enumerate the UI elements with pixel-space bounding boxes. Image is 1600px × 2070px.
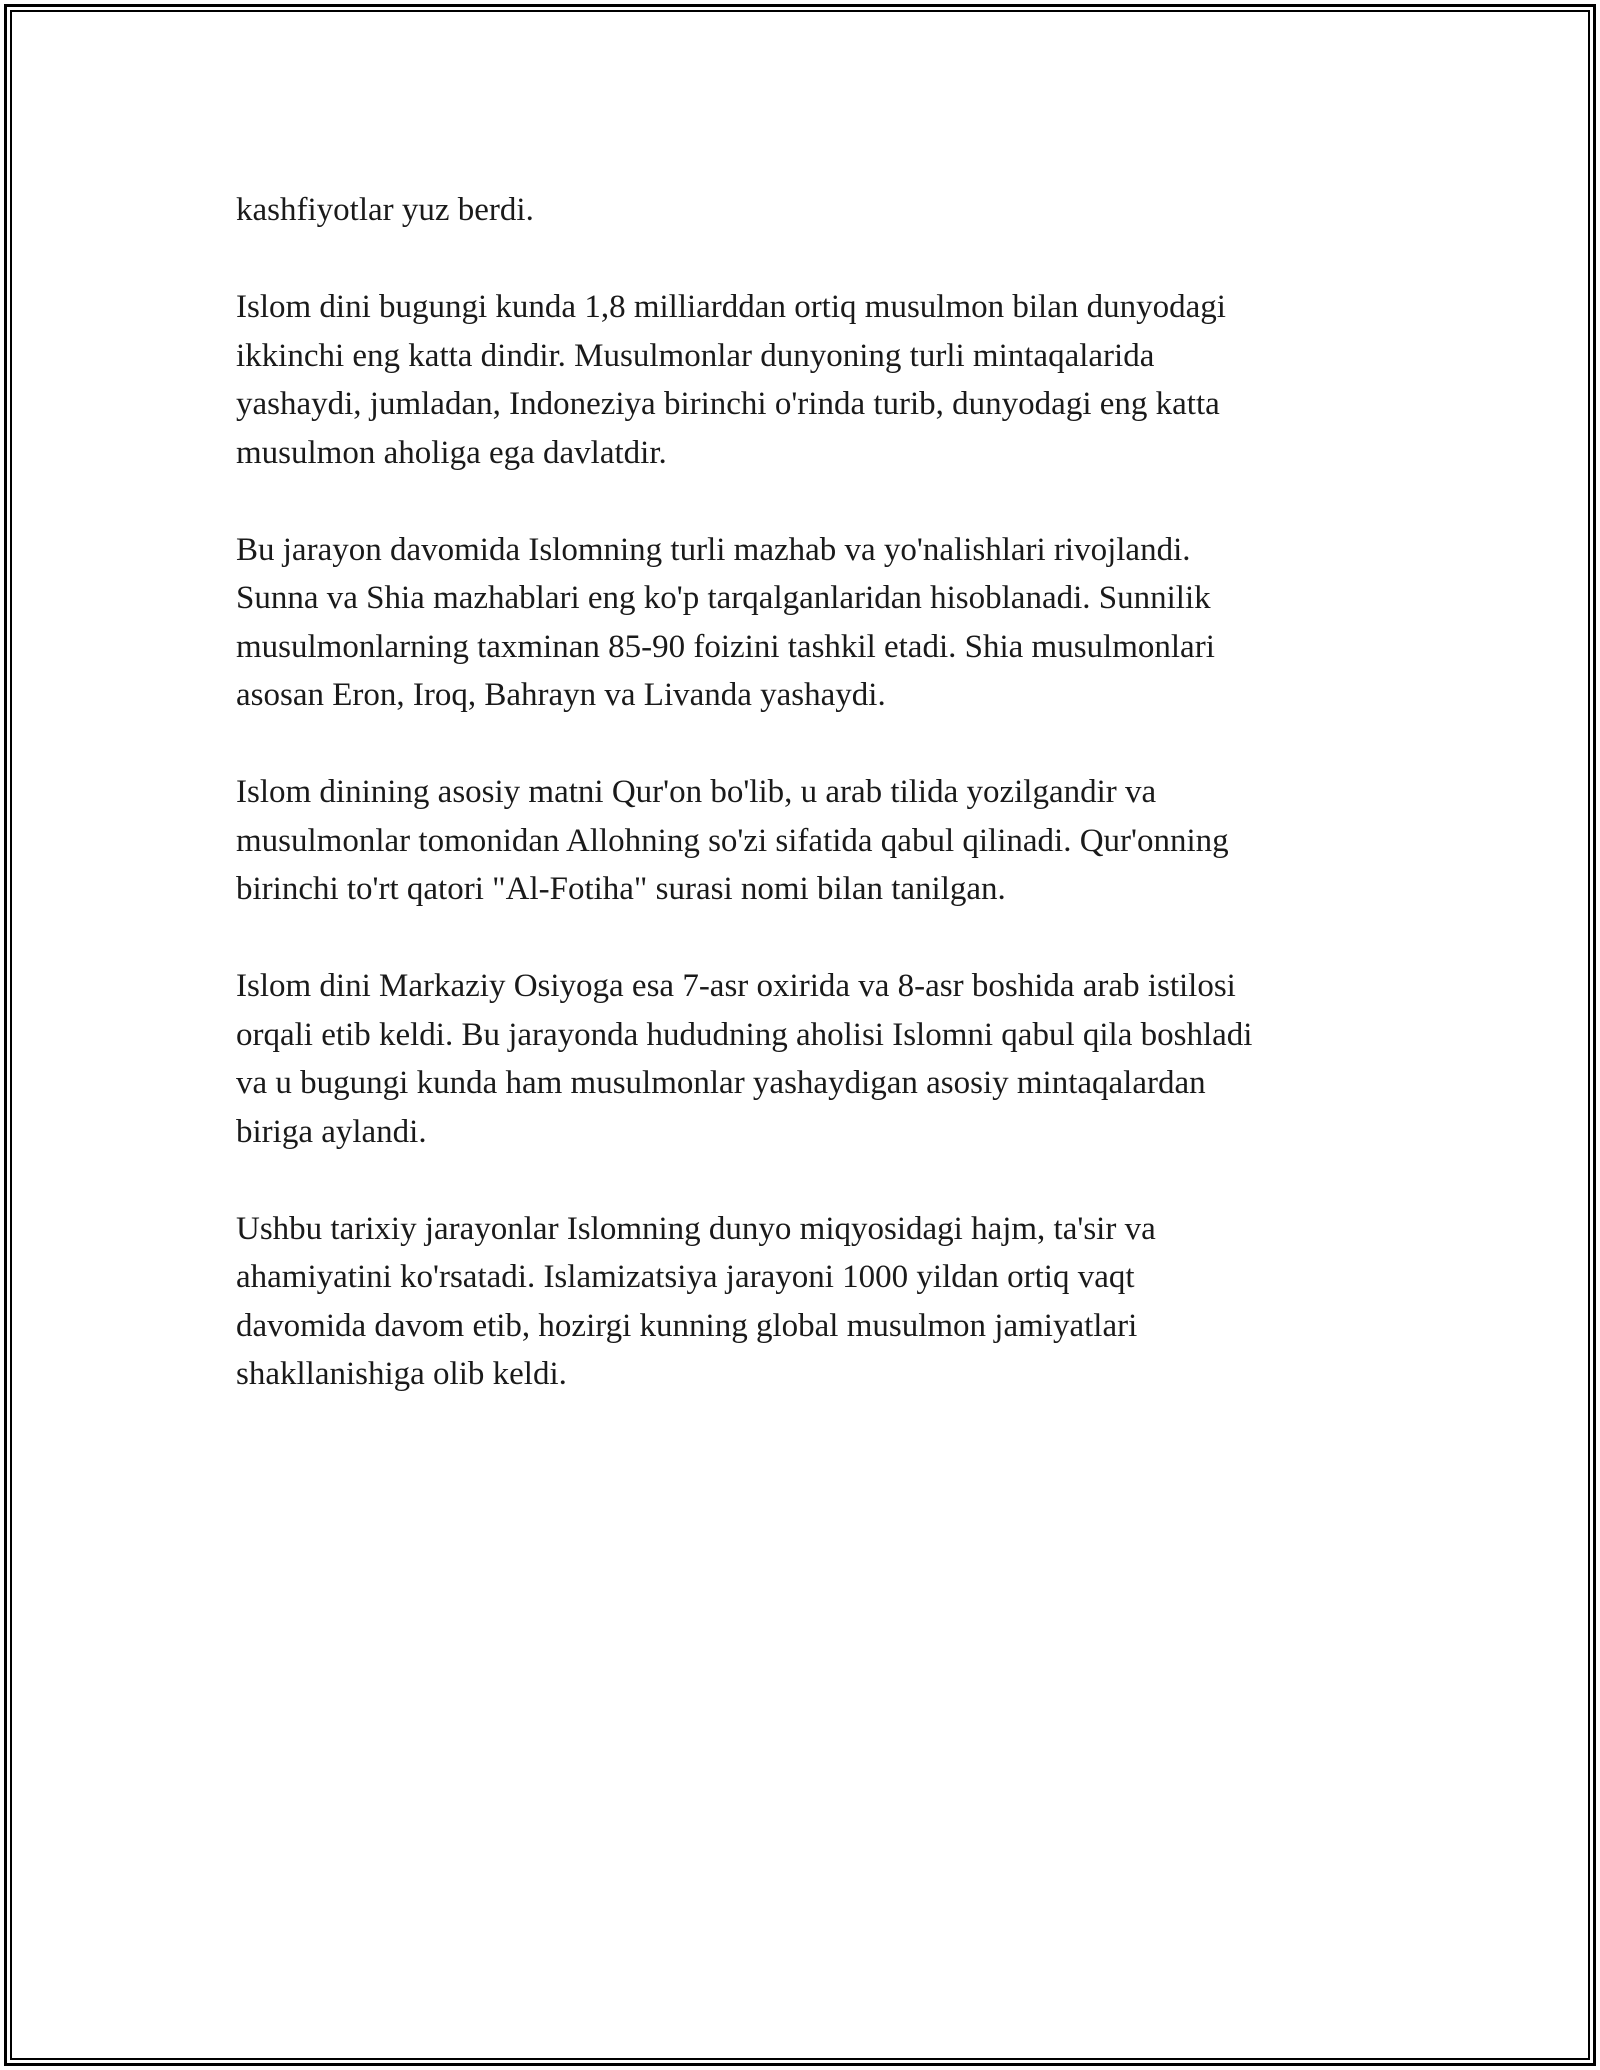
paragraph-3: Bu jarayon davomida Islomning turli mazhab va yo'nalishlari rivojlandi. Sunna va Shia mazhablari eng ko'p tarqalganlaridan hisoblanadi. Sunnilik musulmonlarning taxminan 85-90 foizini tashkil etadi. Shia musulmonlari asosan Eron, Iroq, Bahrayn va Livanda yashaydi.	[236, 531, 1215, 713]
paragraph-5: Islom dini Markaziy Osiyoga esa 7-asr oxirida va 8-asr boshida arab istilosi orqali etib keldi. Bu jarayonda hududning aholisi Islomni qabul qila boshladi va u bugungi kunda ham musulmonlar yashaydigan asosiy mintaqalardan biriga aylandi.	[236, 968, 1253, 1150]
paragraph-1: kashfiyotlar yuz berdi.	[236, 192, 534, 228]
paragraph-2: Islom dini bugungi kunda 1,8 milliarddan ortiq musulmon bilan dunyodagi ikkinchi eng katta dindir. Musulmonlar dunyoning turli mintaqalarida yashaydi, jumladan, Indoneziya birinchi o'rinda turib, dunyodagi eng katta musulmon aholiga ega davlatdir.	[236, 289, 1226, 471]
document-body	[236, 186, 1386, 1447]
paragraph-4: Islom dinining asosiy matni Qur'on bo'lib, u arab tilida yozilgandir va musulmonlar tomonidan Allohning so'zi sifatida qabul qilinadi. Qur'onning birinchi to'rt qatori "Al-Fotiha" surasi nomi bilan tanilgan.	[236, 774, 1229, 907]
paragraph-6: Ushbu tarixiy jarayonlar Islomning dunyo miqyosidagi hajm, ta'sir va ahamiyatini ko'rsatadi. Islamizatsiya jarayoni 1000 yildan ortiq vaqt davomida davom etib, hozirgi kunning global musulmon jamiyatlari shakllanishiga olib keldi.	[236, 1210, 1156, 1392]
